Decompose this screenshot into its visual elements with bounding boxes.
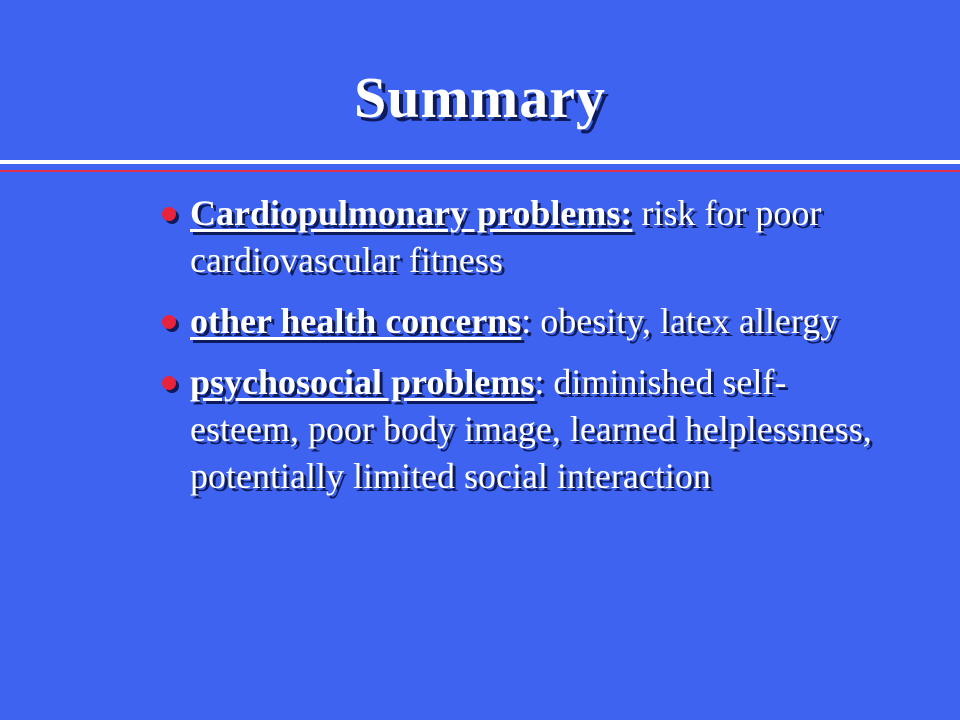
bullet-dot-icon xyxy=(162,376,176,390)
bullet-dot-icon xyxy=(162,207,176,221)
bullet-text: : diminished self-esteem, poor body image, learned helplessness, potentially limited social interaction xyxy=(190,362,872,496)
bullet-term: other health concerns xyxy=(190,301,522,341)
bullet-term: Cardiopulmonary problems: xyxy=(190,193,633,233)
slide-title: Summary xyxy=(354,65,606,130)
title-divider-white xyxy=(0,160,960,164)
bullet-text: : obesity, latex allergy xyxy=(521,301,839,341)
bullet-item-psychosocial xyxy=(160,359,880,500)
title-divider-red xyxy=(0,170,960,172)
bullet-item-cardiopulmonary xyxy=(160,190,880,284)
bullet-text: risk for poor cardiovascular fitness xyxy=(190,193,822,280)
bullet-dot-icon xyxy=(162,315,176,329)
bullet-term: psychosocial problems xyxy=(190,362,535,402)
bullet-item-health-concerns xyxy=(160,298,880,345)
bullet-list xyxy=(160,190,880,514)
